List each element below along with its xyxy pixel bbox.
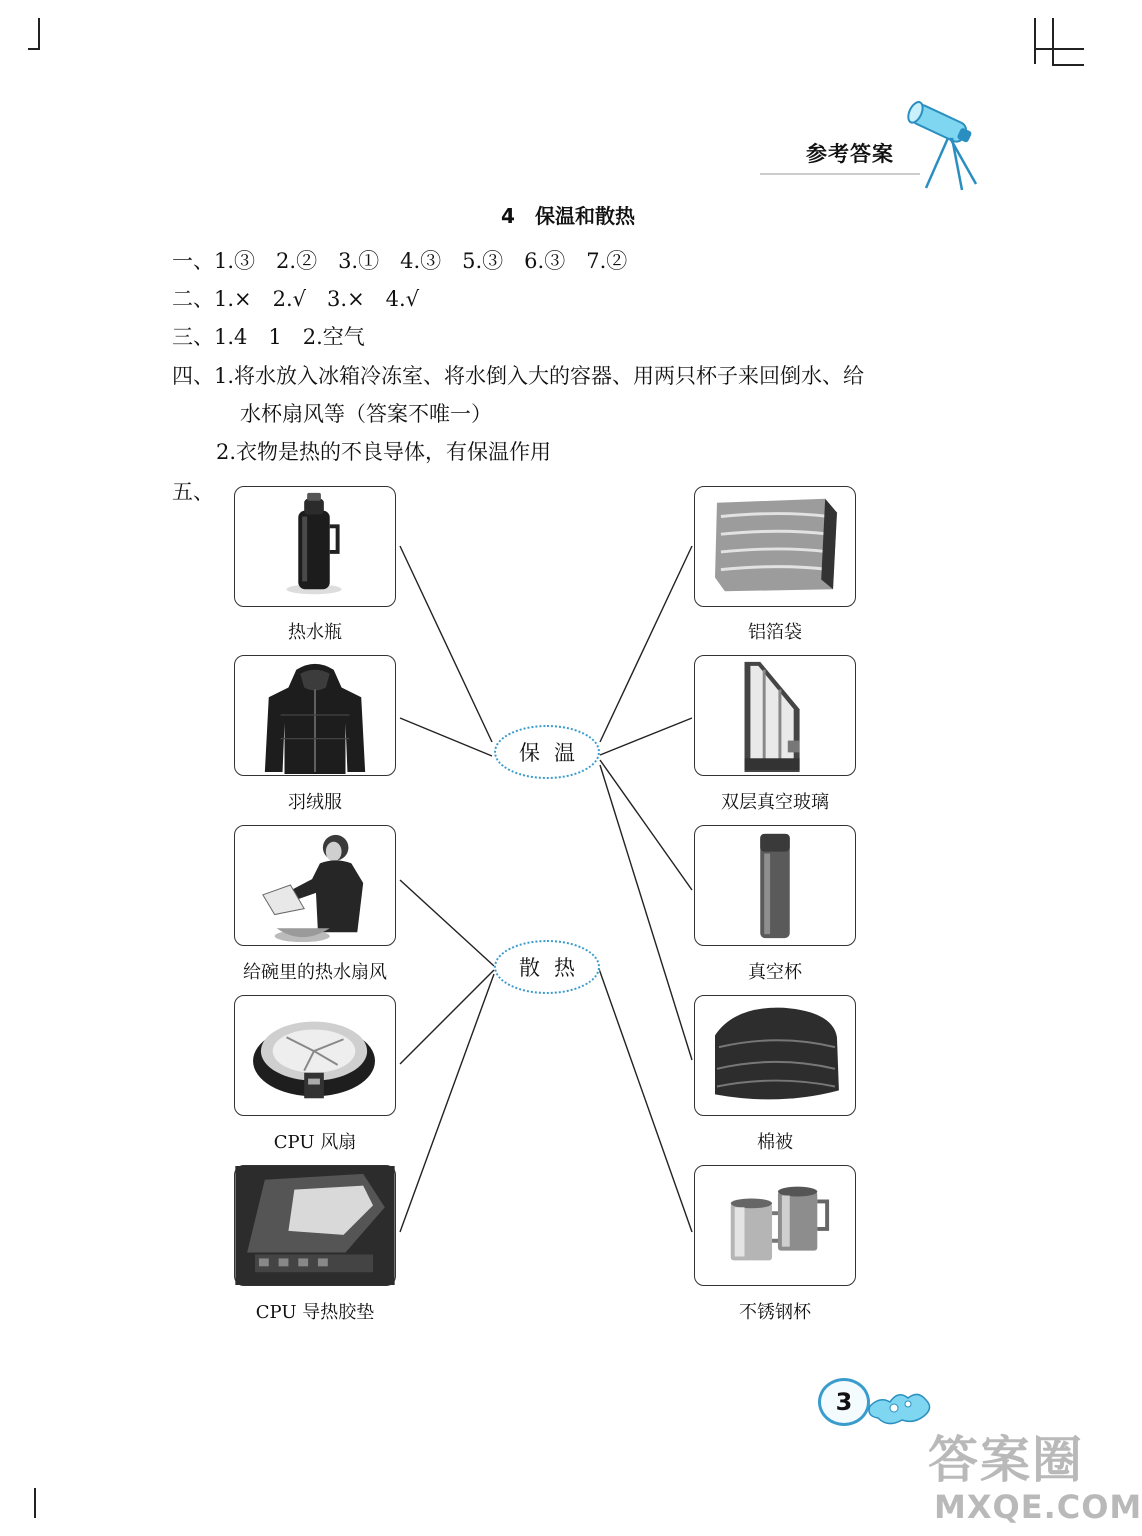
answer-part-1: 一、1.③ 2.② 3.① 4.③ 5.③ 6.③ 7.② (172, 249, 628, 273)
right-caption-5: 不锈钢杯 (739, 1302, 811, 1323)
image-card-quilt (694, 995, 856, 1116)
right-caption-3: 真空杯 (748, 962, 802, 983)
right-caption-4: 棉被 (757, 1132, 793, 1153)
answer-part-4-line-2: 水杯扇风等（答案不唯一） (240, 402, 492, 426)
answer-part-2: 二、1.× 2.√ 3.× 4.√ (172, 287, 420, 311)
image-card-foil-bag (694, 486, 856, 607)
image-card-down-jacket (234, 655, 396, 776)
page-decoration-icon (866, 1384, 936, 1428)
image-card-vacuum-cup (694, 825, 856, 946)
category-keep-warm: 保温 (494, 725, 600, 779)
answer-part-4-item-2: 2.衣物是热的不良导体，有保温作用 (216, 440, 552, 464)
left-caption-4: CPU 风扇 (273, 1132, 357, 1153)
image-card-cpu-thermal-pad (234, 1165, 396, 1286)
left-caption-1: 热水瓶 (288, 622, 342, 643)
section-title: 4 保温和散热 (501, 204, 635, 228)
answer-part-4-line-1: 四、1.将水放入冰箱冷冻室、将水倒入大的容器、用两只杯子来回倒水、给 (172, 364, 865, 388)
image-card-fanning-water (234, 825, 396, 946)
image-card-double-glazing (694, 655, 856, 776)
answer-part-3: 三、1.4 1 2.空气 (172, 325, 365, 349)
answer-part-5-label: 五、 (172, 480, 214, 504)
watermark-text: 答案圈 (928, 1431, 1084, 1489)
right-caption-1: 铝箔袋 (748, 622, 802, 643)
right-caption-2: 双层真空玻璃 (721, 792, 829, 813)
left-caption-5: CPU 导热胶垫 (255, 1302, 375, 1323)
image-card-cpu-fan (234, 995, 396, 1116)
left-caption-2: 羽绒服 (288, 792, 342, 813)
image-card-steel-cup (694, 1165, 856, 1286)
category-heat-dissipation: 散热 (494, 940, 600, 994)
left-caption-3: 给碗里的热水扇风 (243, 962, 387, 983)
page-number: 3 (818, 1378, 870, 1426)
watermark-url: MXQE.COM (934, 1488, 1142, 1526)
header-title: 参考答案 (806, 142, 894, 166)
image-card-thermos (234, 486, 396, 607)
